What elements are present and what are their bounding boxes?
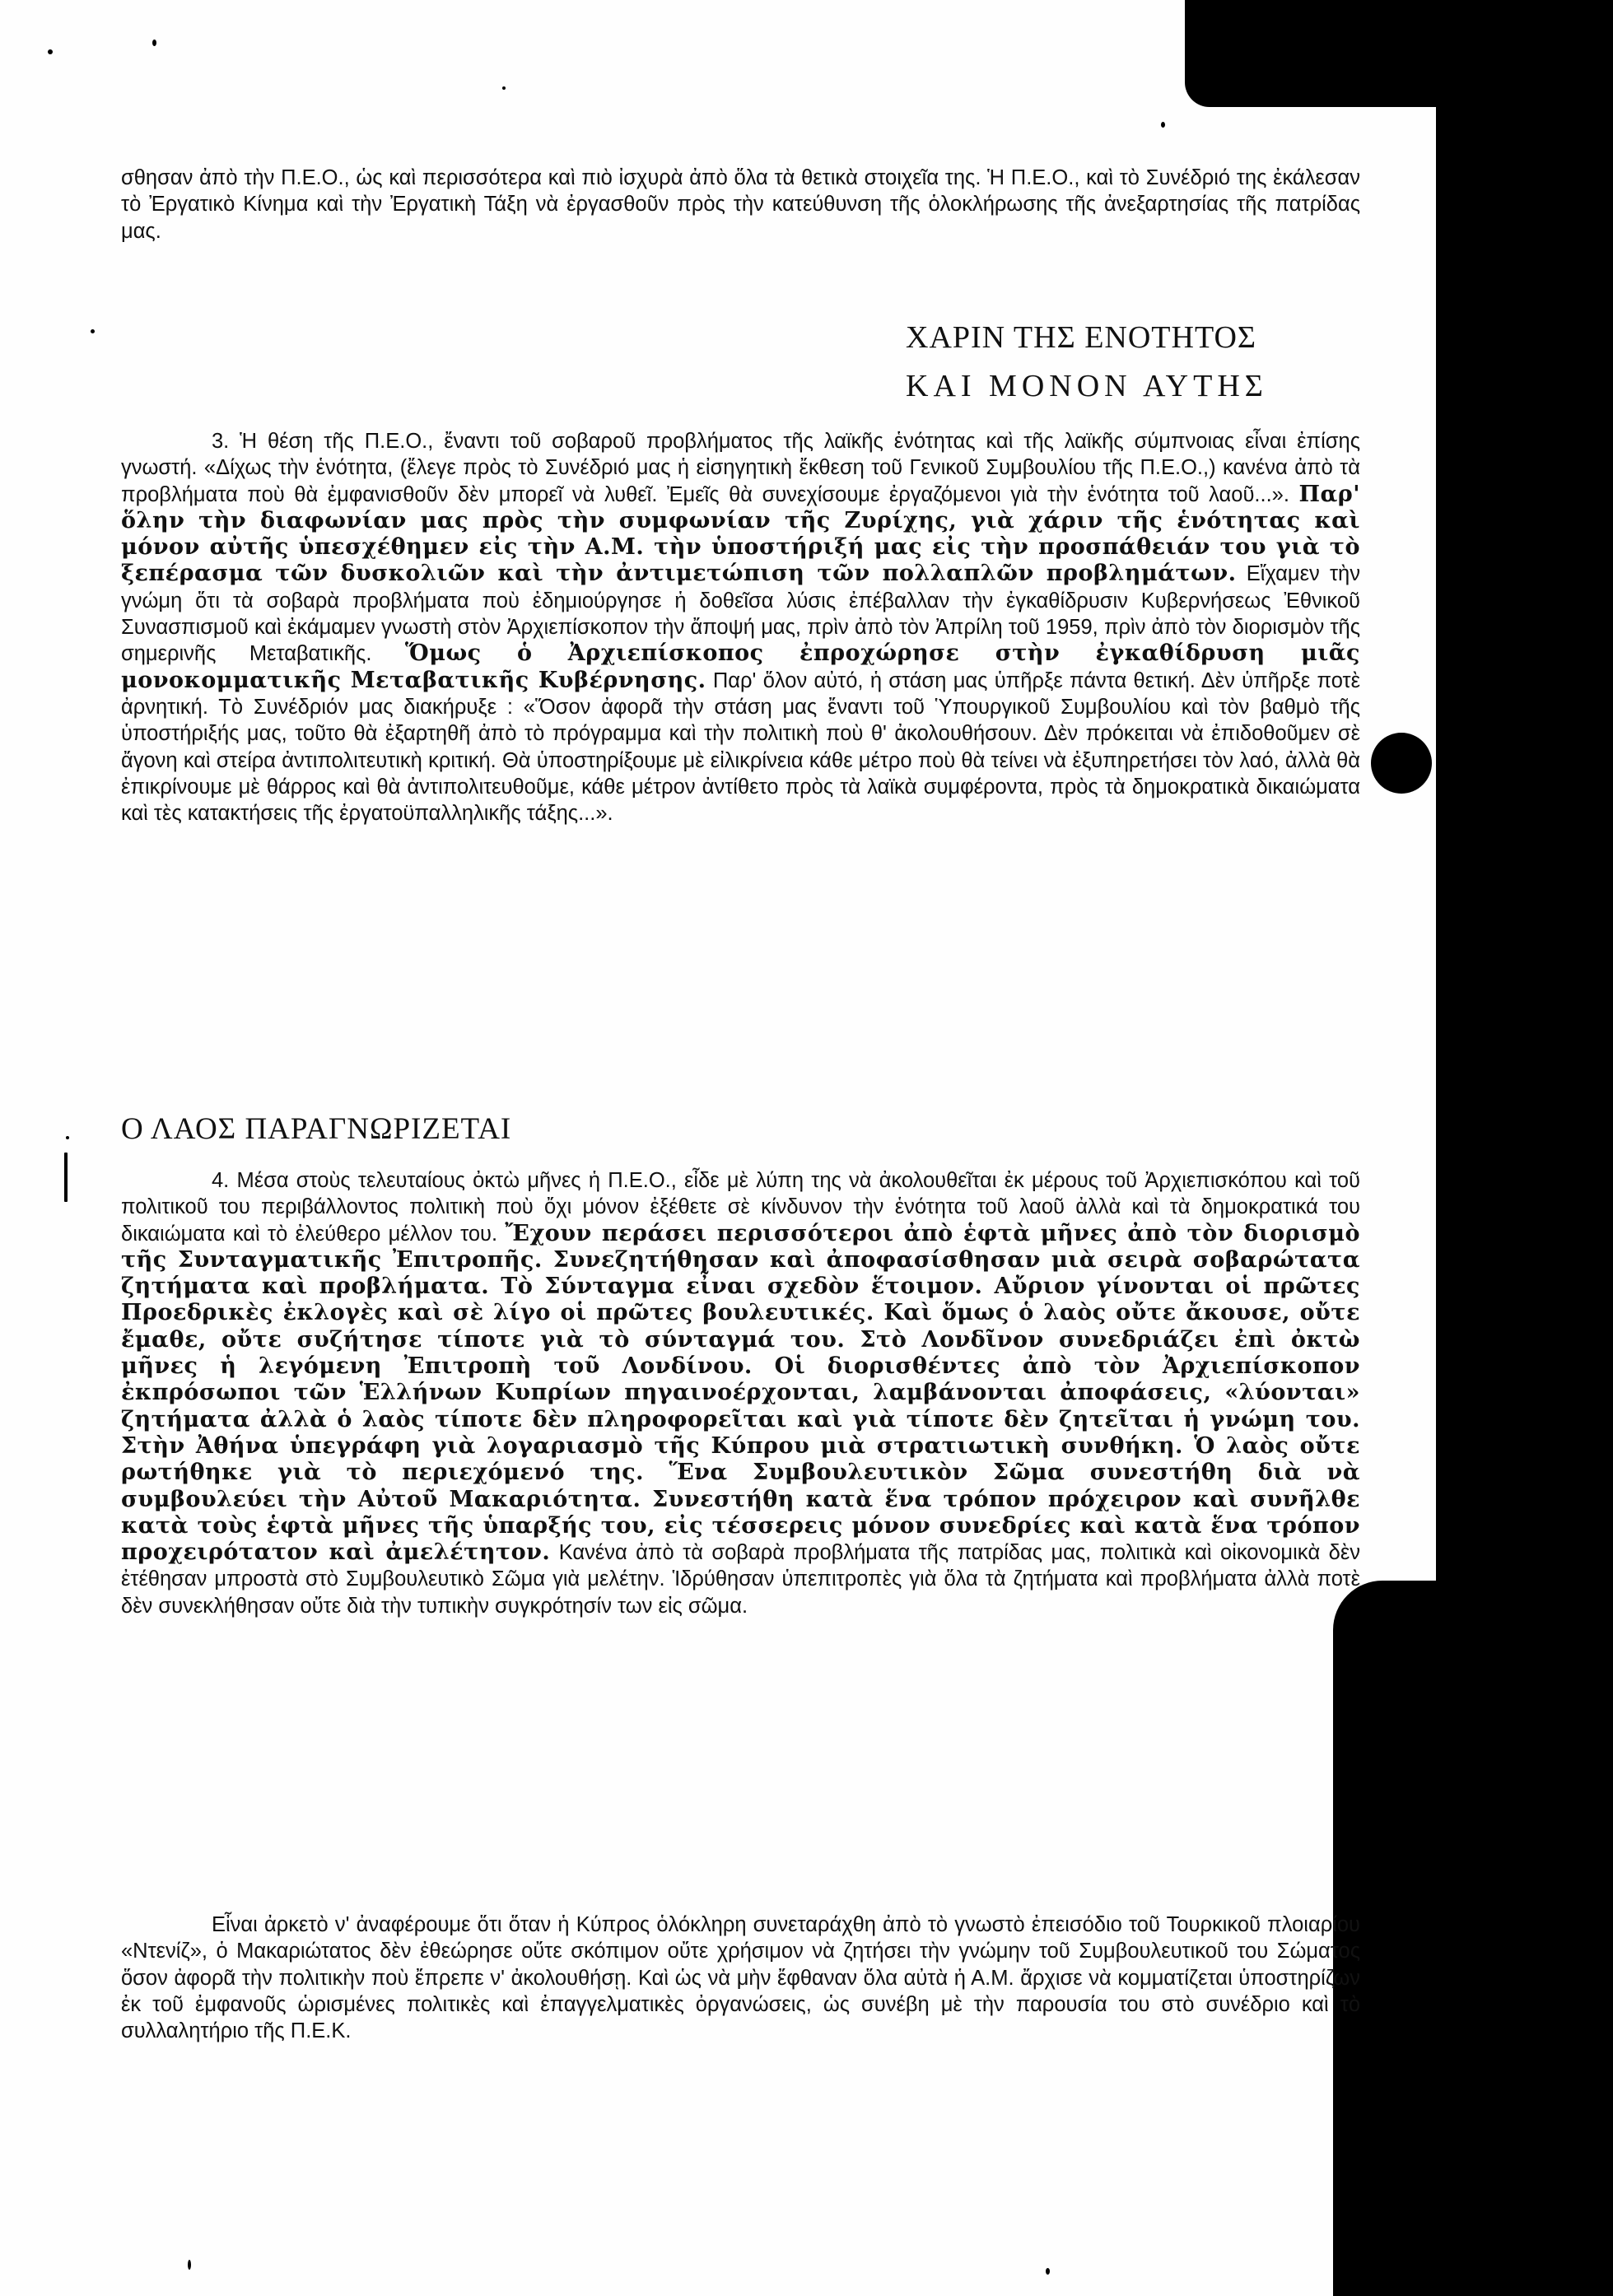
scan-shadow-lower [1333,1581,1613,2296]
punch-hole [1371,733,1432,794]
intro-paragraph: σθησαν ἀπὸ τὴν Π.Ε.Ο., ὡς καὶ περισσότερα καὶ πιὸ ἰσχυρὰ ἀπὸ ὅλα τὰ θετικὰ στοιχεῖα της. Ἡ Π.Ε.Ο., καὶ τὸ Συνέδριό της ἐκάλεσαν τὸ Ἐργατικὸ Κίνημα καὶ τὴν Ἐργατικὴ Τάξη νὰ ἐργασθοῦν πρὸς τὴν κατεύθυνση τῆς ὁλοκλήρωσης τῆς ἀνεξαρτησίας τῆς πατρίδας μας. [121,166,1360,243]
paragraph-3-bold: Παρ' ὅλην τὴν διαφωνίαν μας πρὸς τὴν συμφωνίαν τῆς Ζυρίχης, γιὰ χάριν τῆς ἑνότητας καὶ μόνον αὐτῆς ὑπεσχέθημεν εἰς τὴν Α.Μ. τὴν ὑποστήριξή μας εἰς τὴν προσπάθειάν του γιὰ τὸ ξεπέρασμα τῶν δυσκολιῶν καὶ τὴν ἀντιμετώπιση τῶν πολλαπλῶν προβλημάτων. [121,481,1360,587]
paragraph-4-bold: Ἔχουν περάσει περισσότεροι ἀπὸ ἑφτὰ μῆνες ἀπὸ τὸν διορισμὸ τῆς Συνταγματικῆς Ἐπιτροπῆς. Συνεζητήθησαν καὶ ἀποφασίσθησαν μιὰ σειρὰ σοβαρώτατα ζητήματα καὶ προβλήματα. Τὸ Σύνταγμα εἶναι σχεδὸν ἕτοιμον. Αὔριον γίνονται οἱ πρῶτες Προεδρικὲς ἐκλογὲς καὶ σὲ λίγο οἱ πρῶτες βουλευτικές. Καὶ ὅμως ὁ λαὸς οὔτε ἄκουσε, οὔτε ἔμαθε, οὔτε συζήτησε τίποτε γιὰ τὸ σύνταγμά του. Στὸ Λονδῖνον συνεδριάζει ἐπὶ ὀκτὼ μῆνες ἡ λεγόμενη Ἐπιτροπὴ τοῦ Λονδίνου. Οἱ διορισθέντες ἀπὸ τὸν Ἀρχιεπίσκοπον ἐκπρόσωποι τῶν Ἑλλήνων Κυπρίων πηγαινοέρχονται, λαμβάνονται ἀποφάσεις, «λύονται» ζητήματα ἀλλὰ ὁ λαὸς τίποτε δὲν πληροφορεῖται καὶ γιὰ τίποτε δὲν ζητεῖται ἡ γνώμη του. Στὴν Ἀθήνα ὑπεγράφη γιὰ λογαριασμὸ τῆς Κύπρου μιὰ στρατιωτικὴ συνθήκη. Ὁ λαὸς οὔτε ρωτήθηκε γιὰ τὸ περιεχόμενό της. Ἕνα Συμβουλευτικὸν Σῶμα συνεστήθη διὰ νὰ συμβουλεύει τὴν Αὐτοῦ Μακαριότητα. Συνεστήθη κατὰ ἕνα τρόπον πρόχειρον καὶ συνῆλθε κατὰ τοὺς ἑφτὰ μῆνες τῆς ὑπαρξής του, εἰς τέσσερεις μόνον συνεδρίες καὶ κατὰ ἕνα τρόπον προχειρότατον καὶ ἀμελέτητον. [121,1220,1360,1566]
paragraph-4-text-2: Κανένα ἀπὸ τὰ σοβαρὰ προβλήματα τῆς πατρίδας μας, πολιτικὰ καὶ οἰκονομικὰ δὲν ἐτέθησαν μπροστὰ στὸ Συμβουλευτικὸ Σῶμα γιὰ μελέτην. Ἱδρύθησαν ὑπεπιτροπὲς γιὰ ὅλα τὰ ζητήματα καὶ προβλήματα ἀλλὰ ποτὲ δὲν συνεκλήθησαν οὔτε διὰ τὴν τυπικὴν συγκρότησίν των εἰς σῶμα. [121,1541,1360,1618]
section-heading-unity-line2: ΚΑΙ ΜΟΝΟΝ ΑΥΤΗΣ [906,369,1268,403]
paragraph-3 [121,428,1360,827]
paragraph-3-bold-2: Ὅμως ὁ Ἀρχιεπίσκοπος ἐπροχώρησε στὴν ἐγκαθίδρυση μιᾶς μονοκομματικῆς Μεταβατικῆς Κυβέρνησης. [121,640,1360,693]
section-heading-unity-line1: ΧΑΡΙΝ ΤΗΣ ΕΝΟΤΗΤΟΣ [906,320,1257,355]
paragraph-3-text: 3. Ἡ θέση τῆς Π.Ε.Ο., ἔναντι τοῦ σοβαροῦ προβλήματος τῆς λαϊκῆς ἑνότητας καὶ τῆς λαϊκῆς σύμπνοιας εἶναι ἐπίσης γνωστή. «Δίχως τὴν ἑνότητα, (ἔλεγε πρὸς τὸ Συνέδριό μας ἡ εἰσηγητικὴ ἔκθεση τοῦ Γενικοῦ Συμβουλίου τῆς Π.Ε.Ο.,) κανένα ἀπὸ τὰ προβλήματα ποὺ θὰ ἐμφανισθοῦν δὲν μπορεῖ νὰ λυθεῖ. Ἐμεῖς θὰ συνεχίσουμε ἐργαζόμενοι γιὰ τὴν ἑνότητα τοῦ λαοῦ...». [121,430,1360,506]
paragraph-3-text-3: Παρ' ὅλον αὐτό, ἡ στάση μας ὑπῆρξε πάντα θετική. Δὲν ὑπῆρξε ποτὲ ἀρνητική. Τὸ Συνέδριόν μας διακήρυξε : «Ὅσον ἀφορᾶ τὴν στάση μας ἔναντι τοῦ Ὑπουργικοῦ Συμβουλίου καὶ τὸν βαθμὸ τῆς ὑποστήριξής μας, τοῦτο θὰ ἐξαρτηθῆ ἀπὸ τὸ πρόγραμμα καὶ τὴν πολιτικὴ ποὺ θ' ἀκολουθήσουν. Δὲν πρόκειται νὰ ἐπιδοθοῦμεν σὲ ἄγονη καὶ στείρα ἀντιπολιτευτικὴ κριτική. Θὰ ὑποστηρίξουμε μὲ εἰλικρίνεια κάθε μέτρο ποὺ θὰ τείνει νὰ ἐξυπηρετήσει τὸν λαό, ἀλλὰ θὰ ἐπικρίνουμε μὲ θάρρος καὶ θὰ ἀντιπολιτευθοῦμε, κάθε μέτρον ἀντίθετο πρὸς τὰ λαϊκὰ συμφέροντα, πρὸς τὰ δημοκρατικὰ δικαιώματα καὶ τὲς κατακτήσεις τῆς ἐργατοϋπαλληλικῆς τάξης...». [121,668,1360,826]
section-heading-people: Ο ΛΑΟΣ ΠΑΡΑΓΝΩΡΙΖΕΤΑΙ [121,1112,512,1146]
scan-shadow-top [1185,0,1613,107]
paragraph-4-text: 4. Μέσα στοὺς τελευταίους ὀκτὼ μῆνες ἡ Π.Ε.Ο., εἶδε μὲ λύπη της νὰ ἀκολουθεῖται ἐκ μέρους τοῦ Ἀρχιεπισκόπου καὶ τοῦ πολιτικοῦ του περιβάλλοντος πολιτικὴ ποὺ ὄχι μόνον ἐξέθετε σὲ κίνδυνον τὴν ἑνότητα τοῦ λαοῦ ἀλλὰ καὶ τὰ δημοκρατικά του δικαιώματα καὶ τὸ ἐλεύθερο μέλλον του. [121,1169,1360,1246]
paragraph-5: Εἶναι ἀρκετὸ ν' ἀναφέρουμε ὅτι ὅταν ἡ Κύπρος ὁλόκληρη συνεταράχθη ἀπὸ τὸ γνωστὸ ἐπεισόδιο τοῦ Τουρκικοῦ πλοιαρίου «Ντενίζ», ὁ Μακαριώτατος δὲν ἐθεώρησε οὔτε σκόπιμον οὔτε χρήσιμον νὰ ζητήσει τὴν γνώμην τοῦ Συμβουλευτικοῦ του Σώματος ὅσον ἀφορᾶ τὴν πολιτικὴν ποὺ ἔπρεπε ν' ἀκολουθήσῃ. Καὶ ὡς νὰ μὴν ἔφθαναν ὅλα αὐτὰ ἡ Α.Μ. ἄρχισε νὰ κομματίζεται ὑποστηρίζων ἐκ τοῦ ἐμφανοῦς ὡρισμένες πολιτικὲς καὶ ἐπαγγελματικὲς ὀργανώσεις, ὡς συνέβη μὲ τὴν παρουσία του στὸ συνέδριο καὶ τὸ συλλαλητήριο τῆς Π.Ε.Κ. [121,1913,1360,2043]
paragraph-4 [121,1167,1360,1619]
paragraph-3-text-2: Εἴχαμεν τὴν γνώμη ὅτι τὰ σοβαρὰ προβλήματα ποὺ ἐδημιούργησε ἡ δοθεῖσα λύσις ἐπέβαλλαν τὴν ἐγκαθίδρυσιν Κυβερνήσεως Ἐθνικοῦ Συνασπισμοῦ καὶ ἐκάμαμεν γνωστὴ στὸν Ἀρχιεπίσκοπον τὴν ἄποψή μας, πρὶν ἀπὸ τὸν Ἀπρίλη τοῦ 1959, πρὶν ἀπὸ τὸν διορισμὸν τῆς σημερινῆς Μεταβατικῆς. [121,562,1360,666]
